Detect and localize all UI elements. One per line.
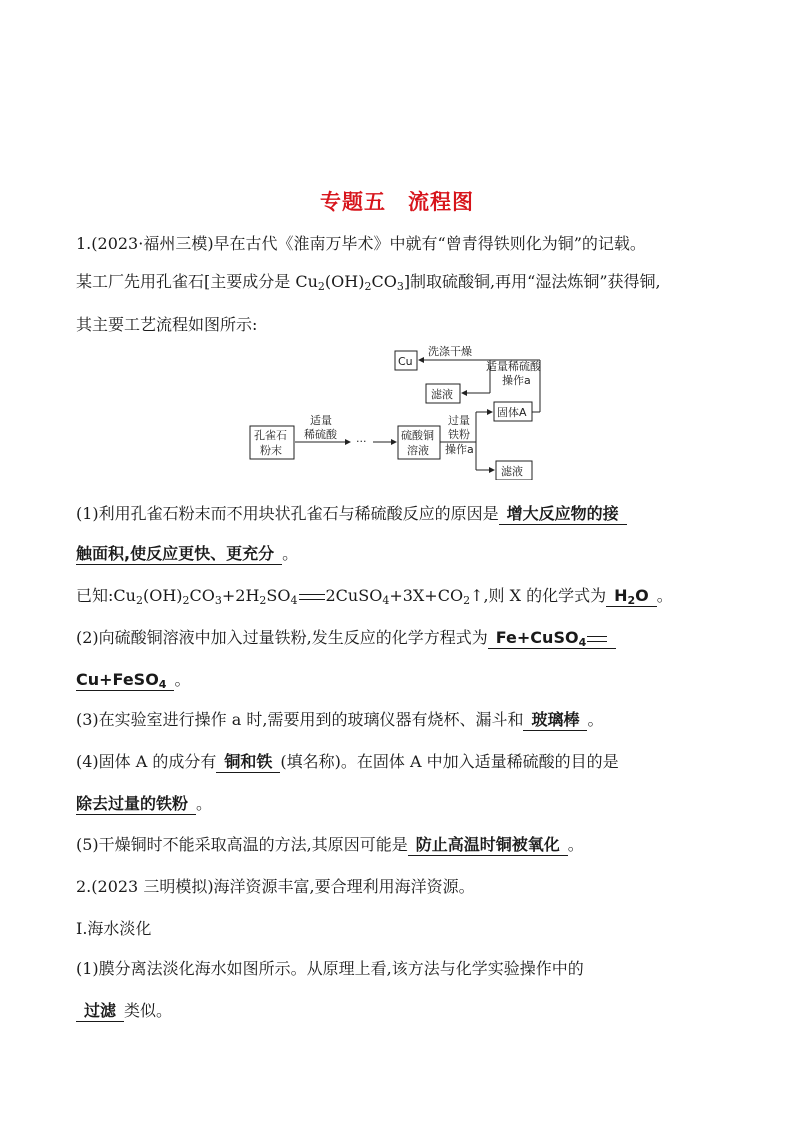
answer-blank-1: 增大反应物的接 [499,504,627,525]
q2-part1-cont: 过滤 类似。 [76,1000,172,1022]
q1-part2-cont: Cu+FeSO$_4$ 。 [76,670,191,691]
wash-dry-label: 洗涤干燥 [428,345,472,358]
iron-label-1: 过量 [448,414,470,427]
answer-blank-4b: 除去过量的铁粉 [76,794,196,815]
cuso4-label-1: 硫酸铜 [401,429,434,442]
answer-blank-q2-1: 过滤 [76,1001,124,1022]
q1-known: 已知$:Cu_2(OH)_2CO_3+2H_2SO_4$ $2CuSO_4+3X+CO_2↑$,则 X 的化学式为 $H_2O$ 。 [76,586,673,607]
acid-top-label-2: 操作a [502,374,531,387]
q1-part3: (3)在实验室进行操作 a 时,需要用到的玻璃仪器有烧杯、漏斗和 玻璃棒 。 [76,710,604,729]
answer-blank-3: 玻璃棒 [523,710,587,731]
dots-label: ··· [356,435,367,448]
answer-blank-2: Fe+CuSO$_4$ [488,628,616,649]
solid-a-label: 固体A [497,406,527,419]
q2-section-title: Ⅰ.海水淡化 [76,919,152,938]
q1-part2: (2)向硫酸铜溶液中加入过量铁粉,发生反应的化学方程式为 Fe+CuSO$_4$ [76,627,616,649]
acid-left-label-2: 稀硫酸 [304,428,337,441]
q1-part1-cont: 触面积,使反应更快、更充分 。 [76,544,299,563]
iron-label-3: 操作a [445,443,474,456]
page-title: 专题五 流程图 [320,190,474,214]
answer-blank-4: 铜和铁 [216,752,280,773]
q1-line2: 某工厂先用孔雀石[主要成分是 $Cu_2(OH)_2CO_3$]制取硫酸铜,再用“湿法炼铜”获得铜, [76,272,661,293]
cu-label: Cu [398,355,413,368]
filtrate-label-2: 滤液 [501,465,523,478]
answer-blank-2-cont: Cu+FeSO$_4$ [76,670,174,691]
q1-intro: 1.(2023·福州三模)早在古代《淮南万毕术》中就有“曾青得铁则化为铜”的记载。 [76,234,646,253]
q1-line3: 其主要工艺流程如图所示: [76,315,258,334]
q1-part4-cont: 除去过量的铁粉 。 [76,794,213,813]
malachite-label-2: 粉末 [260,444,282,457]
equals-sign [299,594,325,600]
iron-label-2: 铁粉 [448,428,470,441]
malachite-label-1: 孔雀石 [254,429,287,442]
q2-part1: (1)膜分离法淡化海水如图所示。从原理上看,该方法与化学实验操作中的 [76,959,584,978]
filtrate-label-1: 滤液 [431,388,453,401]
process-flow-diagram [240,340,560,480]
acid-left-label-1: 适量 [310,414,332,427]
answer-blank-x: $H_2O$ [606,586,657,607]
answer-blank-1-cont: 触面积,使反应更快、更充分 [76,544,282,565]
q1-part5: (5)干燥铜时不能采取高温的方法,其原因可能是 防止高温时铜被氧化 。 [76,835,584,854]
q2-intro: 2.(2023 三明模拟)海洋资源丰富,要合理利用海洋资源。 [76,877,475,896]
acid-top-label-1: 适量稀硫酸 [486,360,541,373]
answer-blank-5: 防止高温时铜被氧化 [408,835,568,856]
q1-part1: (1)利用孔雀石粉末而不用块状孔雀石与稀硫酸反应的原因是 增大反应物的接 [76,503,627,525]
cuso4-label-2: 溶液 [407,444,429,457]
q1-part4: (4)固体 A 的成分有 铜和铁 (填名称)。在固体 A 中加入适量稀硫酸的目的是 [76,752,619,771]
